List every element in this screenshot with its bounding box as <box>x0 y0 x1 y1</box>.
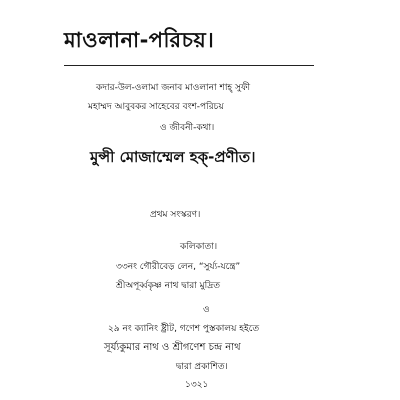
author-line: মুন্সী মোজাম্মেল হক্‌-প্রণীত। <box>90 148 256 166</box>
subtitle-line-1: কদার-উল-ওলামা জনাব মাওলানা শাহ্‌ সুফী <box>96 83 251 93</box>
subtitle-line-2: মহাম্মদ আবুবকর সাহেবের বংশ-পরিচয় <box>88 102 224 112</box>
conjunction-text: ও <box>203 305 210 315</box>
printer-line: শ্রীঅপূর্ব্বকৃষ্ণ নাথ দ্বারা মুদ্রিত <box>116 281 220 291</box>
book-title: মাওলানা-পরিচয়। <box>64 28 215 52</box>
publisher-names: সূর্য্যকুমার নাথ ও শ্রীগণেশ চন্দ্র নাথ <box>104 342 241 353</box>
subtitle-line-3: ও জীবনী-কথা। <box>160 123 215 133</box>
publisher-line: দ্বারা প্রকাশিত। <box>176 362 228 372</box>
edition-label: প্রথম সংস্করণ। <box>150 210 201 220</box>
publication-year: ১৩২১ <box>185 380 209 390</box>
press-address: ৩৩নং গৌরীবেড় লেন, “সুর্য্য-যন্ত্রে” <box>116 262 241 272</box>
publication-place: কলিকাতা। <box>180 242 218 252</box>
publisher-address: ২৯ নং ক্যানিং ষ্ট্রীট, গণেশ পুস্তকালয় হইতে <box>108 324 260 334</box>
title-underline-divider <box>64 65 314 66</box>
